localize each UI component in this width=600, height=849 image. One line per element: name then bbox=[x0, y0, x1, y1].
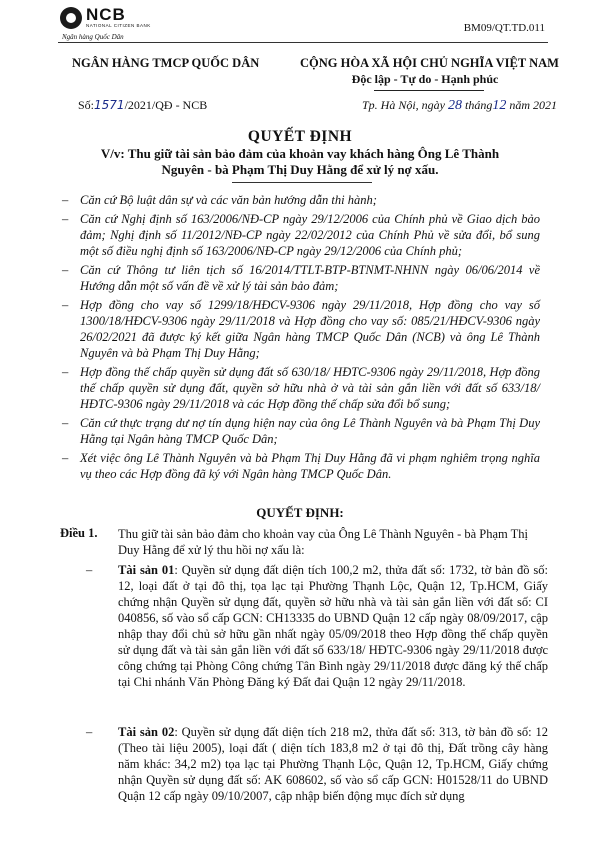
month-label: tháng bbox=[465, 98, 493, 112]
decision-heading: QUYẾT ĐỊNH: bbox=[256, 505, 344, 520]
logo-text: NCB bbox=[86, 5, 126, 24]
document-number bbox=[78, 98, 207, 113]
place-prefix: Tp. Hà Nội, ngày bbox=[362, 98, 446, 112]
bank-name: NGÂN HÀNG TMCP QUỐC DÂN bbox=[72, 56, 260, 70]
logo-slogan: Ngân hàng Quốc Dân bbox=[62, 33, 124, 41]
document-subject: V/v: Thu giữ tài sản bảo đảm của khoản vay khách hàng Ông Lê Thành Nguyên - bà Phạm Thị Duy Hằng để xử lý nợ xấu. bbox=[100, 146, 500, 177]
motto-underline bbox=[374, 90, 484, 91]
article-1-text: Thu giữ tài sản bảo đảm cho khoản vay của Ông Lê Thành Nguyên - bà Phạm Thị Duy Hằng để xử lý thu hồi nợ xấu là: bbox=[118, 527, 529, 557]
basis-item: – Căn cứ Nghị định số 163/2006/NĐ-CP ngày 29/12/2006 của Chính phủ về Giao dịch bảo đảm; Nghị định số 11/2012/NĐ-CP ngày 22/02/2012 của Chính Phủ về sửa đổi, bổ sung một số điều nghị định số 163/2006/NĐ-CP ngày 29/12/2006 của Chính phủ; bbox=[62, 211, 540, 259]
national-motto: Độc lập - Tự do - Hạnh phúc bbox=[351, 72, 499, 86]
basis-item: – Hợp đồng cho vay số 1299/18/HĐCV-9306 ngày 29/11/2018, Hợp đồng cho vay số 1300/18/HĐCV-9306 ngày 29/11/2018 và Hợp đồng cho vay số: 085/21/HĐCV-9306 ngày 26/02/2021 đã được ký kết giữa Ngân hàng TMCP Quốc Dân (NCB) và ông Lê Thành Nguyên và bà Phạm Thị Duy Hằng; bbox=[62, 297, 540, 361]
article-1-label: Điều 1. bbox=[60, 526, 98, 540]
month-handwritten: 12 bbox=[492, 98, 507, 113]
logo-subtitle: NATIONAL CITIZEN BANK bbox=[86, 23, 151, 28]
basis-item: – Hợp đồng thế chấp quyền sử dụng đất số 630/18/ HĐTC-9306 ngày 29/11/2018, Hợp đồng thế chấp quyền sử dụng đất, quyền sở hữu nhà ở và tài sản gắn liền với đất số 633/18/ HĐTC-9306 ngày 29/11/2018 và các Hợp đồng thế chấp sửa đổi bổ sung; bbox=[62, 364, 540, 412]
number-prefix: Số: bbox=[78, 98, 95, 112]
year-label: năm 2021 bbox=[509, 98, 558, 112]
asset-dash: – bbox=[86, 563, 93, 577]
republic-heading: CỘNG HÒA XÃ HỘI CHỦ NGHĨA VIỆT NAM bbox=[300, 56, 559, 70]
place-date bbox=[362, 98, 557, 114]
asset-2 bbox=[86, 724, 548, 804]
ncb-logo bbox=[60, 5, 180, 43]
form-code: BM09/QT.TD.011 bbox=[463, 22, 545, 34]
asset-2-label: Tài sản 02 bbox=[118, 725, 175, 739]
subject-underline bbox=[232, 182, 372, 183]
number-handwritten: 1571 bbox=[94, 98, 125, 112]
basis-item: – Xét việc ông Lê Thành Nguyên và bà Phạm Thị Duy Hằng đã vi phạm nghiêm trọng nghĩa vụ theo các Hợp đồng đã ký với Ngân hàng TMCP Quốc Dân. bbox=[62, 450, 540, 482]
asset-1-label: Tài sản 01 bbox=[118, 563, 175, 577]
basis-item: – Căn cứ Bộ luật dân sự và các văn bản hướng dẫn thi hành; bbox=[62, 192, 540, 208]
legal-basis-list bbox=[62, 192, 540, 485]
asset-1-text: : Quyền sử dụng đất diện tích 100,2 m2, thửa đất số: 1732, tờ bản đồ số: 12, loại đất ở tại đô thị, tọa lạc tại Phường Thạnh Lộc, Quận 12, Tp.HCM, Giấy chứng nhận Quyền sử dụng đất, quyền sở hữu nhà và tài sản gắn liền với đất số: CI 040856, số vào sổ cấp GCN: CH13335 do UBND Quận 12 cấp ngày 08/09/2017, cập nhập thay đổi chủ sở hữu gần nhất ngày 05/09/2018 theo Hợp đồng thế chấp quyền sử dụng đất và tài sản gắn liền với đất số 633/18/ HĐTC-9306 ngày 29/11/2018 được công chứng tại Phòng Công chứng Tân Bình ngày 29/11/2018 được đăng ký thế chấp tại Chi nhánh Văn Phòng Đăng ký Đất đai Quận 12 ngày 29/11/2018. bbox=[118, 563, 548, 689]
day-handwritten: 28 bbox=[448, 98, 463, 113]
number-suffix: /2021/QĐ - NCB bbox=[124, 98, 208, 112]
asset-dash: – bbox=[86, 725, 93, 739]
header-divider bbox=[58, 42, 548, 43]
basis-item: – Căn cứ thực trạng dư nợ tín dụng hiện nay của ông Lê Thành Nguyên và bà Phạm Thị Duy Hằng tại Ngân hàng TMCP Quốc Dân; bbox=[62, 415, 540, 447]
asset-1 bbox=[86, 562, 548, 690]
ncb-logo-icon bbox=[60, 7, 82, 29]
basis-item: – Căn cứ Thông tư liên tịch số 16/2014/TTLT-BTP-BTNMT-NHNN ngày 06/06/2014 về Hướng dẫn một số vấn đề về xử lý tài sản bảo đảm; bbox=[62, 262, 540, 294]
asset-2-text: : Quyền sử dụng đất diện tích 218 m2, thửa đất số: 313, tờ bản đồ số: 12 (Theo tài liệu 2005), loại đất ( diện tích 183,8 m2 ở tại đô thị, Đất trồng cây hàng năm khác: 34,2 m2) tọa lạc tại Phường Thạnh Lộc, Quận 12, Tp.HCM, Giấy chứng nhận Quyền sử dụng đất số: AK 608602, số vào sổ cấp GCN: H01528/11 do UBND Quận 12 cấp ngày 09/10/2007, cập nhập biến động mục đích sử dụng bbox=[118, 725, 548, 803]
document-title: QUYẾT ĐỊNH bbox=[247, 128, 353, 145]
